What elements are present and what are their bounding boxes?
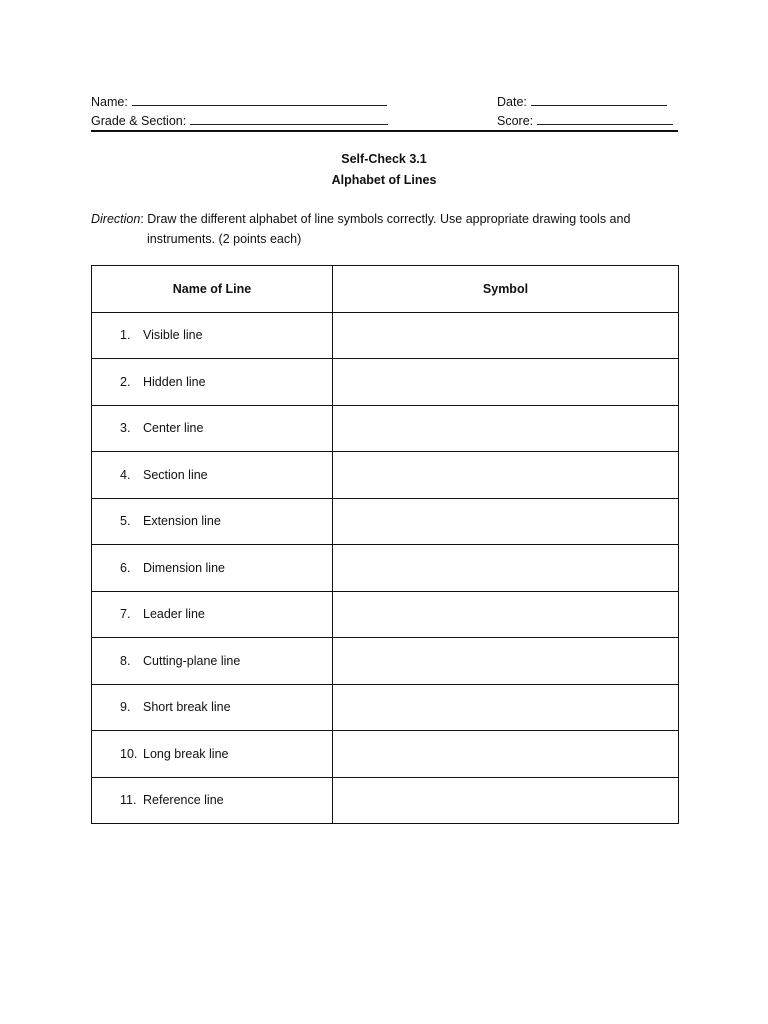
line-name: Reference line: [143, 793, 224, 808]
symbol-cell[interactable]: [332, 498, 678, 545]
grade-section-blank[interactable]: [190, 113, 388, 125]
symbol-cell[interactable]: [332, 777, 678, 824]
line-name: Extension line: [143, 514, 221, 529]
line-name-cell: [92, 359, 333, 406]
header-divider: [91, 130, 678, 132]
symbol-cell[interactable]: [332, 452, 678, 499]
row-number: 7.: [120, 607, 131, 622]
row-number: 1.: [120, 328, 131, 343]
row-number: 3.: [120, 421, 131, 436]
symbol-cell[interactable]: [332, 359, 678, 406]
row-number: 11.: [120, 793, 137, 808]
line-name: Short break line: [143, 700, 231, 715]
row-number: 4.: [120, 467, 131, 482]
direction-line-2: instruments. (2 points each): [147, 232, 302, 246]
table-row: [92, 638, 679, 685]
name-label: Name:: [91, 95, 128, 109]
grade-section-field: [91, 113, 388, 128]
line-name: Hidden line: [143, 374, 206, 389]
table-row: [92, 777, 679, 824]
line-name-cell: [92, 684, 333, 731]
column-header-name: Name of Line: [92, 266, 333, 313]
table-row: [92, 731, 679, 778]
symbol-cell[interactable]: [332, 591, 678, 638]
date-blank[interactable]: [531, 94, 667, 106]
row-number: 8.: [120, 653, 131, 668]
line-name: Cutting-plane line: [143, 653, 241, 668]
line-name-cell: [92, 498, 333, 545]
score-field: [497, 113, 673, 128]
line-name-cell: [92, 312, 333, 359]
date-field: [497, 94, 667, 109]
symbol-cell[interactable]: [332, 405, 678, 452]
table-row: [92, 312, 679, 359]
page-subtitle: Alphabet of Lines: [331, 173, 437, 187]
row-number: 5.: [120, 514, 131, 529]
line-name: Leader line: [143, 607, 205, 622]
name-blank[interactable]: [132, 94, 387, 106]
line-name-cell: [92, 777, 333, 824]
table-row: [92, 405, 679, 452]
symbol-cell[interactable]: [332, 545, 678, 592]
line-name-cell: [92, 638, 333, 685]
page-title: Self-Check 3.1: [341, 152, 427, 166]
date-label: Date:: [497, 95, 527, 109]
row-number: 9.: [120, 700, 131, 715]
symbol-cell[interactable]: [332, 312, 678, 359]
direction-label: Direction: [91, 212, 141, 226]
score-label: Score:: [497, 114, 534, 128]
line-name: Dimension line: [143, 560, 225, 575]
table-row: [92, 545, 679, 592]
name-field: [91, 94, 387, 109]
direction-text: [91, 209, 661, 249]
line-name-cell: [92, 405, 333, 452]
symbol-cell[interactable]: [332, 638, 678, 685]
direction-line-1: : Draw the different alphabet of line symbols correctly. Use appropriate drawing tools and: [140, 212, 631, 226]
line-name: Section line: [143, 467, 208, 482]
symbol-cell[interactable]: [332, 731, 678, 778]
line-name-cell: [92, 545, 333, 592]
row-number: 6.: [120, 560, 131, 575]
table-row: [92, 591, 679, 638]
alphabet-of-lines-table: [91, 265, 679, 824]
table-row: [92, 359, 679, 406]
line-name: Center line: [143, 421, 204, 436]
line-name: Long break line: [143, 746, 229, 761]
line-name-cell: [92, 731, 333, 778]
column-header-symbol: Symbol: [332, 266, 678, 313]
table-header-row: [92, 266, 679, 313]
score-blank[interactable]: [537, 113, 673, 125]
row-number: 2.: [120, 374, 131, 389]
grade-section-label: Grade & Section:: [91, 114, 187, 128]
line-name-cell: [92, 452, 333, 499]
table-row: [92, 452, 679, 499]
symbol-cell[interactable]: [332, 684, 678, 731]
row-number: 10.: [120, 746, 138, 761]
line-name-cell: [92, 591, 333, 638]
table-row: [92, 498, 679, 545]
table-row: [92, 684, 679, 731]
line-name: Visible line: [143, 328, 203, 343]
